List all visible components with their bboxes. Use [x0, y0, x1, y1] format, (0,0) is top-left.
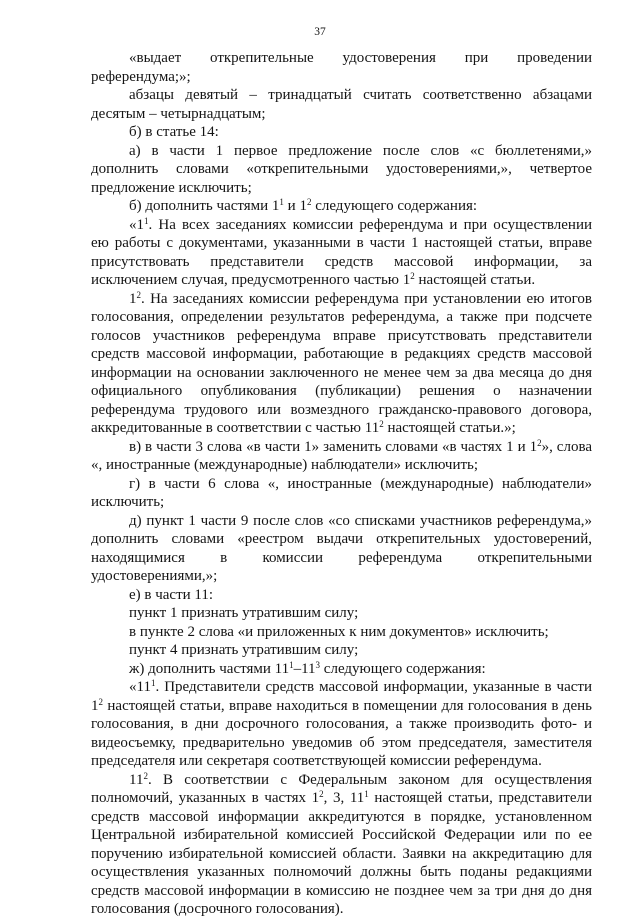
text-run: следующего содержания:	[320, 660, 486, 677]
text-run: пункт 4 признать утратившим силу;	[129, 642, 359, 658]
page-number: 37	[314, 26, 326, 38]
text-run: д) пункт 1 части 9 после слов «со списками участников референдума,» дополнить словами «реестром выдачи открепительных удостоверений, находящимися в комиссии референдума открепительными удостоверениями,»;	[91, 512, 592, 584]
text-run: –11	[293, 660, 316, 677]
text-run: настоящей статьи, вправе находиться в помещении для голосования в день голосования, в дни досрочного голосования, а также производить фото- и видеосъемку, предварительно уведомив об этом председателя, заместителя председателя или секретаря соответствующей комиссии референдума.	[91, 697, 592, 769]
text-run: в) в части 3 слова «в части 1» заменить словами «в частях 1 и 1	[129, 438, 538, 455]
text-run: и 1	[283, 198, 307, 214]
text-run: . На заседаниях комиссии референдума при установлении ею итогов голосования, определении результатов референдума, а также при подсчете голосов участников референдума вправе присутствовать представители средств массовой информации, работающие в редакциях средств массовой информации на основании заключенного не менее чем за два месяца до дня официального опубликования (публикации) решения о назначении референдума трудового или возмездного гражданско-правового договора, аккредитованные в соответствии с частью 11	[91, 290, 592, 436]
paragraph	[91, 586, 592, 605]
paragraph	[91, 678, 592, 771]
paragraph	[91, 142, 592, 198]
paragraph	[91, 197, 592, 216]
paragraph	[91, 290, 592, 438]
paragraph	[91, 660, 592, 679]
paragraph	[91, 86, 592, 123]
text-run: б) дополнить частями 1	[129, 198, 280, 214]
document-body	[91, 49, 592, 919]
superscript-index: 2	[319, 789, 324, 800]
paragraph	[91, 623, 592, 642]
text-run: ж) дополнить частями 11	[129, 660, 290, 677]
paragraph	[91, 123, 592, 142]
text-run: «11	[129, 679, 151, 695]
superscript-index: 2	[410, 271, 415, 282]
superscript-index: 2	[98, 696, 103, 707]
paragraph	[91, 216, 592, 290]
text-run: настоящей статьи, представители средств массовой информации аккредитуются в порядке, установленном Центральной избирательной комиссией Российской Федерации или по ее поручению избирательной комиссией области. Заявки на аккредитацию для осуществления указанных полномочий должны быть поданы редакциями средств массовой информации в комиссию не позднее чем за три дня до дня голосования (досрочного голосования).	[91, 790, 592, 917]
text-run: «1	[129, 216, 144, 233]
text-run: б) в статье 14:	[129, 124, 219, 140]
text-run: 1	[129, 290, 137, 307]
text-run: 11	[129, 771, 144, 788]
text-run: . В соответствии с Федеральным законом для осуществления полномочий, указанных в частях 1	[91, 771, 592, 806]
superscript-index: 1	[144, 215, 149, 226]
paragraph	[91, 475, 592, 512]
text-run: . На всех заседаниях комиссии референдума и при осуществлении ею работы с документами, указанными в части 1 настоящей статьи, вправе присутствовать представители средств массовой информации, за исключением случая, предусмотренного частью 1	[91, 216, 592, 288]
superscript-index: 2	[537, 437, 542, 448]
superscript-index: 1	[150, 678, 156, 689]
text-run: е) в части 11:	[129, 586, 214, 603]
text-run: настоящей статьи.	[414, 272, 536, 288]
text-run: , 3, 11	[323, 790, 365, 806]
paragraph	[91, 604, 592, 623]
text-run: а) в части 1 первое предложение после слов «с бюллетенями,» дополнить словами «открепительными удостоверениями,», четвертое предложение исключить;	[91, 142, 592, 196]
superscript-index: 1	[289, 659, 294, 670]
text-run: пункт 1 признать утратившим силу;	[129, 605, 359, 621]
paragraph	[91, 438, 592, 475]
text-run: настоящей статьи.»;	[383, 420, 516, 436]
text-run: . Представители средств массовой информации, указанные в части 1	[91, 679, 592, 714]
superscript-index: 1	[364, 789, 369, 800]
superscript-index: 2	[379, 419, 384, 430]
text-run: следующего содержания:	[311, 198, 478, 214]
paragraph	[91, 641, 592, 660]
text-run: «выдает открепительные удостоверения при проведении референдума;»;	[91, 50, 592, 85]
superscript-index: 1	[279, 197, 284, 208]
superscript-index: 2	[143, 770, 148, 781]
text-run: », слова «, иностранные (международные) наблюдатели» исключить;	[91, 438, 592, 473]
superscript-index: 2	[306, 197, 312, 208]
superscript-index: 3	[315, 659, 321, 670]
text-run: абзацы девятый – тринадцатый считать соответственно абзацами десятым – четырнадцатым;	[91, 87, 592, 122]
text-run: в пункте 2 слова «и приложенных к ним документов» исключить;	[129, 623, 549, 640]
superscript-index: 2	[136, 289, 141, 300]
paragraph	[91, 771, 592, 919]
text-run: г) в части 6 слова «, иностранные (международные) наблюдатели» исключить;	[91, 475, 592, 510]
paragraph	[91, 512, 592, 586]
paragraph	[91, 49, 592, 86]
